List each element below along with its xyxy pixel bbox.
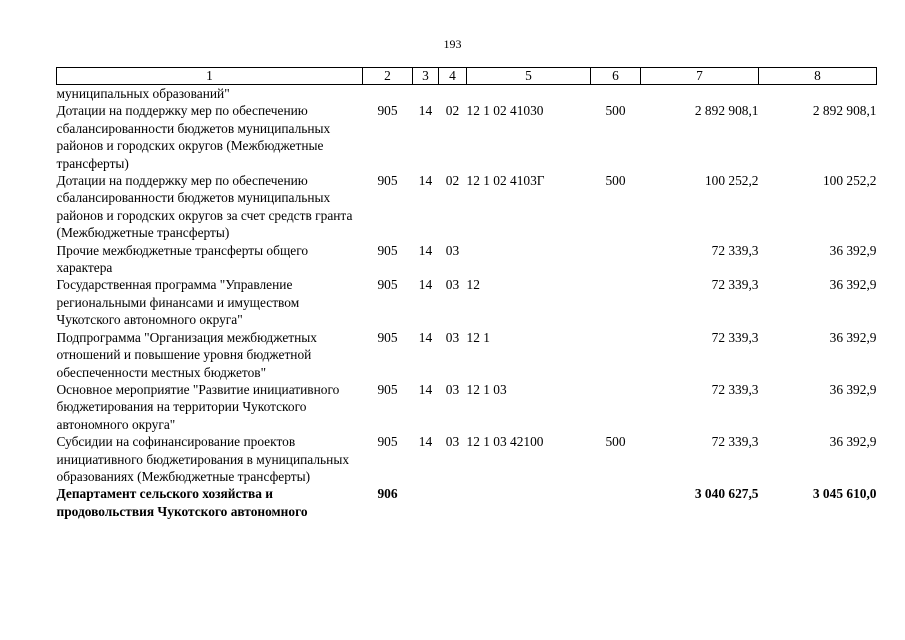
row-amount-7 xyxy=(641,85,759,103)
row-ministry-code: 905 xyxy=(377,242,398,258)
column-header-5: 5 xyxy=(467,68,591,85)
row-target-code: 12 1 02 4103Г xyxy=(466,173,545,189)
row-section-code: 14 xyxy=(418,381,433,397)
table-row xyxy=(57,102,877,172)
row-section-code xyxy=(413,485,439,520)
row-amount-8: 36 392,9 xyxy=(829,329,877,345)
row-ministry-code: 905 xyxy=(377,329,398,345)
row-name: Государственная программа "Управление региональными финансами и имуществом Чукотского автономного округа" xyxy=(56,277,300,328)
row-name: Прочие межбюджетные трансферты общего характера xyxy=(56,242,309,276)
row-target-code xyxy=(467,242,591,277)
row-section-code: 14 xyxy=(418,242,433,258)
row-expense-type xyxy=(591,329,641,381)
row-expense-type xyxy=(591,85,641,103)
row-target-code: 12 1 03 42100 xyxy=(466,434,544,450)
row-section-code: 14 xyxy=(418,173,433,189)
column-header-7: 7 xyxy=(641,68,759,85)
table-row-department xyxy=(57,485,877,520)
row-target-code: 12 1 xyxy=(466,329,490,345)
row-amount-8: 36 392,9 xyxy=(829,242,877,258)
row-subsection-code: 03 xyxy=(445,277,460,293)
row-expense-type xyxy=(591,276,641,328)
row-subsection-code: 02 xyxy=(445,173,460,189)
row-section-code: 14 xyxy=(418,434,433,450)
row-amount-8: 2 892 908,1 xyxy=(812,103,877,119)
row-subsection-code xyxy=(439,85,467,103)
row-ministry-code: 905 xyxy=(377,277,398,293)
table-row xyxy=(57,433,877,485)
row-section-code: 14 xyxy=(418,277,433,293)
budget-table xyxy=(56,67,877,520)
row-ministry-code: 905 xyxy=(377,103,398,119)
row-amount-8: 100 252,2 xyxy=(822,173,877,189)
row-subsection-code: 02 xyxy=(445,103,460,119)
row-name: Подпрограмма "Организация межбюджетных отношений и повышение уровня бюджетной обеспеченности местных бюджетов" xyxy=(56,329,317,380)
table-row xyxy=(57,381,877,433)
row-name: Основное мероприятие "Развитие инициативного бюджетирования на территории Чукотского автономного округа" xyxy=(56,381,340,432)
column-header-2: 2 xyxy=(363,68,413,85)
column-header-1: 1 xyxy=(57,68,363,85)
row-amount-7: 3 040 627,5 xyxy=(694,486,759,502)
row-amount-7: 72 339,3 xyxy=(711,381,759,397)
row-amount-8: 36 392,9 xyxy=(829,381,877,397)
row-target-code: 12 1 02 41030 xyxy=(466,103,544,119)
row-name: Департамент сельского хозяйства и продовольствия Чукотского автономного xyxy=(56,486,308,519)
column-header-4: 4 xyxy=(439,68,467,85)
row-section-code: 14 xyxy=(418,329,433,345)
column-header-8: 8 xyxy=(759,68,877,85)
row-name: Дотации на поддержку мер по обеспечению сбалансированности бюджетов муниципальных районов и городских округов за счет средств гранта (Межбюджетные трансферты) xyxy=(56,173,353,241)
row-amount-8: 3 045 610,0 xyxy=(812,486,877,502)
row-amount-7: 72 339,3 xyxy=(711,277,759,293)
row-expense-type xyxy=(591,381,641,433)
row-target-code xyxy=(467,485,591,520)
row-expense-type xyxy=(591,242,641,277)
table-row xyxy=(57,85,877,103)
row-name: муниципальных образований" xyxy=(56,86,230,101)
row-amount-8 xyxy=(759,85,877,103)
table-row xyxy=(57,242,877,277)
row-subsection-code: 03 xyxy=(445,434,460,450)
row-expense-type xyxy=(591,485,641,520)
table-row xyxy=(57,172,877,242)
row-subsection-code: 03 xyxy=(445,242,460,258)
row-section-code: 14 xyxy=(418,103,433,119)
row-name: Субсидии на софинансирование проектов инициативного бюджетирования в муниципальных образованиях (Межбюджетные трансферты) xyxy=(56,434,350,484)
row-expense-type: 500 xyxy=(605,173,626,189)
table-header-row xyxy=(57,68,877,85)
row-expense-type: 500 xyxy=(605,434,626,450)
row-amount-7: 100 252,2 xyxy=(704,173,759,189)
row-target-code: 12 xyxy=(466,277,480,293)
column-header-3: 3 xyxy=(413,68,439,85)
row-ministry-code: 905 xyxy=(377,173,398,189)
row-section-code xyxy=(413,85,439,103)
row-target-code xyxy=(467,85,591,103)
row-ministry-code: 906 xyxy=(377,486,398,502)
row-amount-8: 36 392,9 xyxy=(829,277,877,293)
row-amount-8: 36 392,9 xyxy=(829,434,877,450)
row-amount-7: 2 892 908,1 xyxy=(694,103,759,119)
row-target-code: 12 1 03 xyxy=(466,381,507,397)
table-row xyxy=(57,276,877,328)
row-ministry-code: 905 xyxy=(377,434,398,450)
row-ministry-code xyxy=(363,85,413,103)
page-number: 193 xyxy=(443,37,462,51)
row-amount-7: 72 339,3 xyxy=(711,242,759,258)
table-row xyxy=(57,329,877,381)
row-subsection-code: 03 xyxy=(445,381,460,397)
row-expense-type: 500 xyxy=(605,103,626,119)
row-subsection-code xyxy=(439,485,467,520)
row-name: Дотации на поддержку мер по обеспечению сбалансированности бюджетов муниципальных районов и городских округов (Межбюджетные трансферты) xyxy=(56,103,331,171)
row-amount-7: 72 339,3 xyxy=(711,434,759,450)
row-amount-7: 72 339,3 xyxy=(711,329,759,345)
row-subsection-code: 03 xyxy=(445,329,460,345)
column-header-6: 6 xyxy=(591,68,641,85)
row-ministry-code: 905 xyxy=(377,381,398,397)
